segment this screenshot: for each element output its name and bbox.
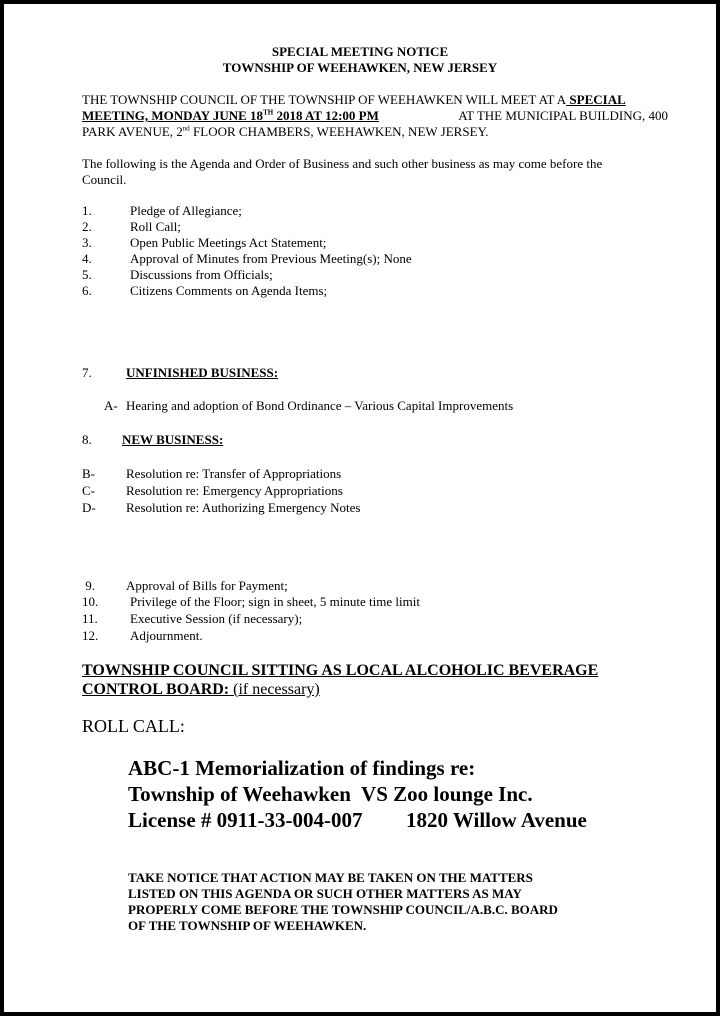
intro-chambers-text: FLOOR CHAMBERS, WEEHAWKEN, NEW JERSEY. — [189, 124, 489, 139]
abc-license-number: License # 0911-33-004-007 — [128, 808, 363, 832]
intro-paragraph — [82, 92, 668, 140]
unfinished-num: 7. — [82, 365, 92, 380]
intro-location-text: AT THE MUNICIPAL BUILDING, 400 — [458, 108, 668, 123]
agenda-item-text: Citizens Comments on Agenda Items; — [130, 283, 328, 298]
new-business-item-text: Resolution re: Emergency Appropriations — [126, 483, 343, 498]
notice-line: LISTED ON THIS AGENDA OR SUCH OTHER MATTERS AS MAY — [128, 886, 522, 901]
unfinished-item-text: Hearing and adoption of Bond Ordinance – Various Capital Improvements — [126, 398, 514, 413]
agenda-item-num: 5. — [82, 267, 92, 282]
new-business-item-text: Resolution re: Transfer of Appropriations — [126, 466, 342, 481]
abc-heading-suffix: (if necessary) — [229, 681, 320, 698]
notice-title: SPECIAL MEETING NOTICE — [271, 44, 449, 59]
new-business-num: 8. — [82, 432, 92, 447]
agenda-item-text: Roll Call; — [130, 219, 181, 234]
floor-suffix: nd — [182, 124, 190, 133]
unfinished-item-label: A- — [104, 398, 118, 413]
closing-item-text: Adjournment. — [130, 628, 203, 643]
abc-heading-line2: CONTROL BOARD: — [82, 681, 230, 698]
agenda-item-num: 2. — [82, 219, 92, 234]
take-notice-block — [128, 870, 558, 934]
abc-memo-line2: Township of Weehawken VS Zoo lounge Inc. — [128, 782, 533, 806]
agenda-item-text: Discussions from Officials; — [130, 267, 273, 282]
closing-item-text: Approval of Bills for Payment; — [126, 578, 288, 593]
unfinished-heading: UNFINISHED BUSINESS: — [126, 365, 279, 380]
abc-heading-line1: TOWNSHIP COUNCIL SITTING AS LOCAL ALCOHOLIC BEVERAGE — [82, 662, 599, 679]
meeting-date-text: MEETING, MONDAY JUNE 18 — [82, 108, 264, 123]
roll-call-label: ROLL CALL: — [82, 716, 185, 736]
agenda-intro-line2: Council. — [82, 172, 127, 187]
closing-item-num: 11. — [82, 611, 98, 626]
intro-line1-text: THE TOWNSHIP COUNCIL OF THE TOWNSHIP OF WEEHAWKEN WILL MEET AT A — [82, 92, 567, 107]
intro-special-text: SPECIAL — [566, 92, 626, 107]
agenda-item-num: 3. — [82, 235, 92, 250]
new-business-item-label: B- — [82, 466, 95, 481]
abc-address: 1820 Willow Avenue — [406, 808, 587, 832]
new-business-item-label: C- — [82, 483, 95, 498]
agenda-item-text: Pledge of Allegiance; — [130, 203, 242, 218]
intro-address-text: PARK AVENUE, 2 — [82, 124, 183, 139]
new-business-item-text: Resolution re: Authorizing Emergency Notes — [126, 500, 361, 515]
agenda-intro — [82, 156, 668, 188]
agenda-item-num: 1. — [82, 203, 92, 218]
new-business-item-label: D- — [82, 500, 96, 515]
notice-line: PROPERLY COME BEFORE THE TOWNSHIP COUNCIL/A.B.C. BOARD — [128, 902, 558, 917]
agenda-item-num: 6. — [82, 283, 92, 298]
closing-item-num: 9. — [82, 578, 95, 593]
closing-item-num: 12. — [82, 628, 99, 643]
agenda-item-num: 4. — [82, 251, 92, 266]
abc-board-heading — [82, 661, 672, 699]
agenda-item-text: Open Public Meetings Act Statement; — [130, 235, 327, 250]
date-suffix: TH — [263, 108, 274, 117]
agenda-item-text: Approval of Minutes from Previous Meeting(s); None — [130, 251, 412, 266]
closing-item-num: 10. — [82, 594, 99, 609]
closing-item-text: Privilege of the Floor; sign in sheet, 5 minute time limit — [130, 594, 420, 609]
agenda-intro-line1: The following is the Agenda and Order of Business and such other business as may come before the — [82, 156, 603, 171]
meeting-time-text: 2018 AT 12:00 PM — [273, 108, 379, 123]
notice-line: OF THE TOWNSHIP OF WEEHAWKEN. — [128, 918, 367, 933]
new-business-heading: NEW BUSINESS: — [122, 432, 224, 447]
notice-line: TAKE NOTICE THAT ACTION MAY BE TAKEN ON THE MATTERS — [128, 870, 533, 885]
closing-item-text: Executive Session (if necessary); — [130, 611, 303, 626]
township-subtitle: TOWNSHIP OF WEEHAWKEN, NEW JERSEY — [222, 60, 498, 75]
abc-memo-line1: ABC-1 Memorialization of findings re: — [128, 756, 476, 780]
